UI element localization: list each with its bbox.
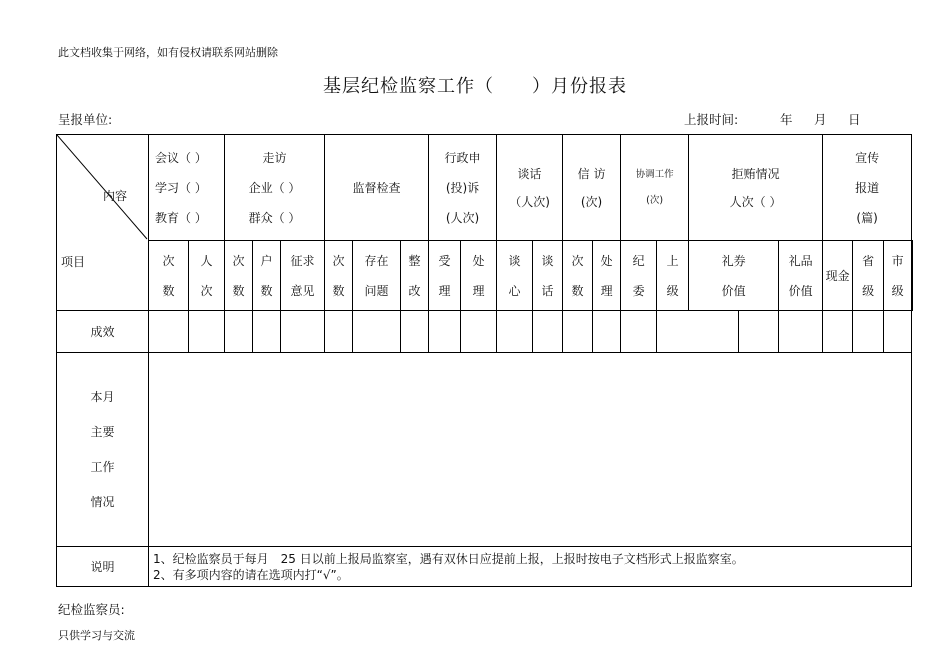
sub-bribe-cash: 现金 [823,241,853,311]
talk-line-1: 谈话 [517,166,542,181]
sub-letters-count: 次 数 [563,241,593,311]
sub-publicity-county [912,241,913,311]
results-label: 成效 [57,311,149,353]
note-line-1: 1、纪检监察员于每月 25 日以前上报局监察室，遇有双休日应提前上报，上报时按电子文档形式上报监察室。 [153,551,744,566]
meeting-line-1: 会议（ ） [155,150,207,165]
group-admin-appeal [429,135,497,241]
diag-item-label: 项目 [61,255,86,269]
results-cell[interactable] [593,311,621,353]
group-letters [563,135,621,241]
footer-note: 只供学习与交流 [58,629,135,642]
page-title: 基层纪检监察工作（ ）月份报表 [323,76,627,97]
bribe-line-1: 拒贿情况 [731,166,780,181]
sub-bribe-coupons: 礼券 价值 [689,241,779,311]
sub-appeal-accept: 受 理 [429,241,461,311]
sub-talk-talk: 谈 话 [533,241,563,311]
publicity-line-2: 报道 [855,180,880,195]
sub-letters-handle: 处 理 [593,241,621,311]
results-cell[interactable] [189,311,225,353]
meeting-line-2: 学习（ ） [155,180,207,195]
talk-line-2: （人次) [509,194,550,209]
sub-coord-committee: 纪 委 [621,241,657,311]
report-time-label: 上报时间: [684,112,739,127]
group-visit [225,135,325,241]
subheader-row [57,241,913,311]
letters-line-1: 信 访 [577,166,606,181]
appeal-line-1: 行政申 [444,150,481,165]
sub-publicity-province: 省 级 [853,241,884,311]
results-cell[interactable] [281,311,325,353]
note-label: 说明 [57,547,149,587]
appeal-line-2: (投)诉 [445,180,480,195]
group-supervision: 监督检查 [325,135,429,241]
summary-content[interactable] [149,353,912,547]
publicity-line-1: 宣传 [855,150,880,165]
results-cell[interactable] [401,311,429,353]
visit-line-1: 走访 [262,150,287,165]
results-row [57,311,913,353]
results-cell[interactable] [621,311,657,353]
summary-row [57,353,913,547]
publicity-line-3: (篇) [856,210,878,225]
group-coordination [621,135,689,241]
sub-appeal-handle: 处 理 [461,241,497,311]
note-line-2: 2、有多项内容的请在选项内打“√”。 [153,567,349,582]
results-cell[interactable] [253,311,281,353]
results-cell[interactable] [853,311,884,353]
note-row [57,547,913,587]
header-note: 此文档收集于网络，如有侵权请联系网站删除 [58,46,278,59]
sub-supervision-rectify: 整 改 [401,241,429,311]
sub-publicity-city: 市 级 [884,241,912,311]
results-cell[interactable] [823,311,853,353]
sub-talk-heart: 谈 心 [497,241,533,311]
sub-supervision-problems: 存在 问题 [353,241,401,311]
diagonal-header-cell [57,135,149,311]
results-cell[interactable] [739,311,779,353]
results-cell[interactable] [657,311,739,353]
results-cell[interactable] [429,311,461,353]
results-cell[interactable] [353,311,401,353]
group-bribe [689,135,823,241]
sub-visit-count: 次 数 [225,241,253,311]
results-cell[interactable] [533,311,563,353]
date-day: 日 [848,112,861,127]
date-year: 年 [780,112,793,127]
summary-label: 本月 主要 工作 情况 [57,353,149,547]
appeal-line-3: (人次) [445,210,480,225]
sub-meeting-persons: 人 次 [189,241,225,311]
unit-label: 呈报单位: [58,112,113,127]
coordination-line-2: (次) [646,194,664,206]
letters-line-2: (次) [580,194,603,209]
results-cell[interactable] [149,311,189,353]
diagonal-line [57,135,149,311]
bribe-line-2: 人次（ ） [729,194,782,209]
visit-line-2: 企业（ ） [248,180,301,195]
results-cell[interactable] [461,311,497,353]
sub-coord-superior: 上 级 [657,241,689,311]
group-publicity [823,135,912,241]
group-meeting [149,135,225,241]
results-cell[interactable] [563,311,593,353]
sub-visit-households: 户 数 [253,241,281,311]
date-month: 月 [814,112,827,127]
report-table [56,134,913,587]
note-content [149,547,912,587]
results-cell[interactable] [225,311,253,353]
results-cell[interactable] [884,311,912,353]
meeting-line-3: 教育（ ） [155,210,207,225]
sub-visit-opinions: 征求 意见 [281,241,325,311]
results-cell[interactable] [325,311,353,353]
results-cell[interactable] [497,311,533,353]
sub-supervision-count: 次 数 [325,241,353,311]
group-talk [497,135,563,241]
sub-meeting-count: 次 数 [149,241,189,311]
diag-content-label: 内容 [103,189,128,203]
coordination-line-1: 协调工作 [635,168,674,180]
sub-bribe-gifts: 礼品 价值 [779,241,823,311]
visit-line-3: 群众（ ） [248,210,301,225]
results-cell[interactable] [779,311,823,353]
inspector-label: 纪检监察员: [58,602,125,617]
